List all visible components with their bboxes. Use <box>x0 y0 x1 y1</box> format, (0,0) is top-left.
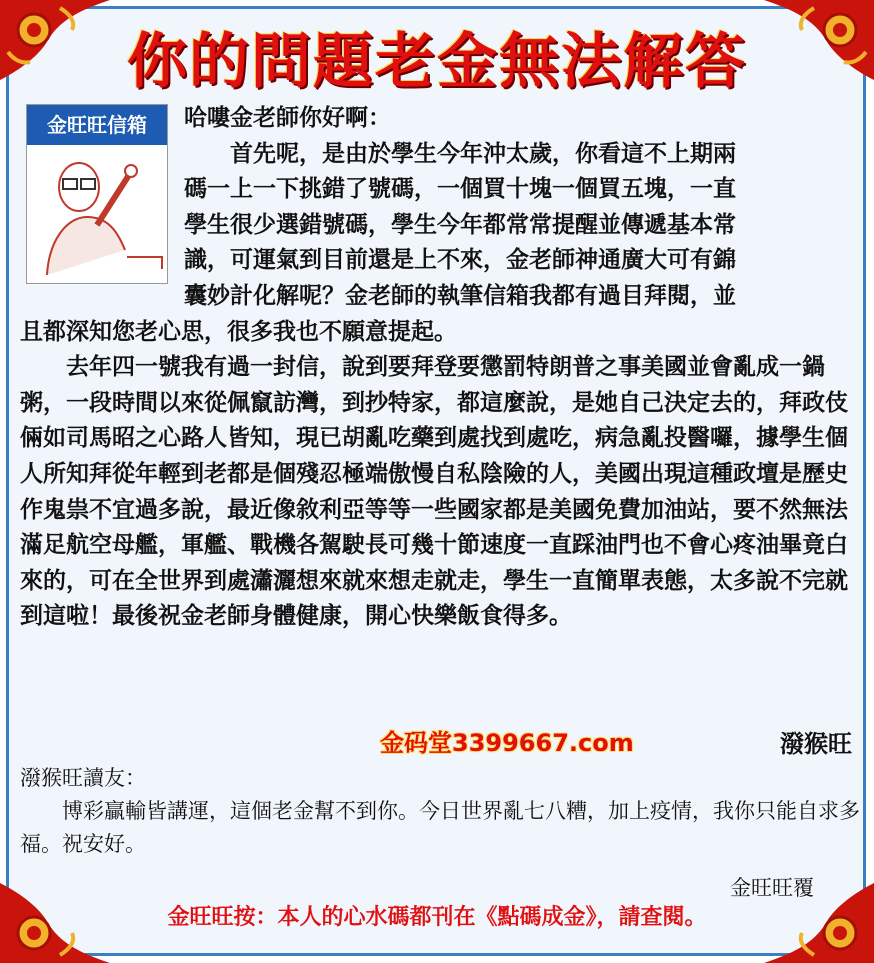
mailbox-label: 金旺旺信箱 <box>27 105 167 145</box>
letter-line: 首先呢，是由於學生今年沖太歲，你看這不上期兩 <box>230 139 736 167</box>
letter-salutation: 哈嘍金老師你好啊： <box>184 104 391 131</box>
letter-signature: 潑猴旺 <box>780 729 852 758</box>
promo-website: 金码堂3399667.com <box>380 729 634 757</box>
reply-signature: 金旺旺覆 <box>730 876 814 900</box>
letter-line: 碼一上一下挑錯了號碼，一個買十塊一個買五塊，一直 <box>184 175 736 203</box>
reply-salutation: 潑猴旺讀友： <box>20 766 146 790</box>
letter-line: 囊妙計化解呢？金老師的執筆信箱我都有過目拜閱，並 <box>184 281 736 309</box>
letter-para2: 去年四一號我有過一封信，說到要拜登要懲罰特朗普之事美國並會亂成一鍋粥，一段時間以來從佩竄訪灣，到抄特家，都這麼說，是她自己決定去的，拜政伎倆如司馬昭之心路人皆知，現已胡亂吃藥到處找到處吃，病急亂投醫囉，據學生個人所知拜從年輕到老都是個殘忍極端傲慢自私陰險的人，美國出現這種政壇是歷史作鬼祟不宜過多說，最近像敘利亞等等一些國家都是美國免費加油站，要不然無法滿足航空母艦，軍艦、戰機各駕駛長可幾十節速度一直踩油門也不會心疼油畢竟白來的，可在全世界到處瀟灑想來就來想走就走，學生一直簡單表態，太多說不完就到這啦！最後祝金老師身體健康，開心快樂飯食得多。 <box>20 353 848 630</box>
reply-text: 博彩贏輸皆講運，這個老金幫不到你。今日世界亂七八糟，加上疫情，我你只能自求多福。祝安好。 <box>20 799 860 856</box>
letter-body <box>20 100 860 634</box>
letter-line: 識，可運氣到目前還是上不來，金老師神通廣大可有錦 <box>184 246 736 274</box>
letter-para1-tail: 且都深知您老心思，很多我也不願意提起。 <box>20 317 457 345</box>
page-title: 你的問題老金無法解答 <box>127 27 747 97</box>
letter-line: 學生很少選錯號碼，學生今年都常常提醒並傳遞基本常 <box>184 210 736 238</box>
letter-para1-wrapped <box>20 136 860 314</box>
footer-note: 金旺旺按：本人的心水碼都刊在《點碼成金》，請查閱。 <box>167 905 707 930</box>
reply-body <box>20 762 860 861</box>
